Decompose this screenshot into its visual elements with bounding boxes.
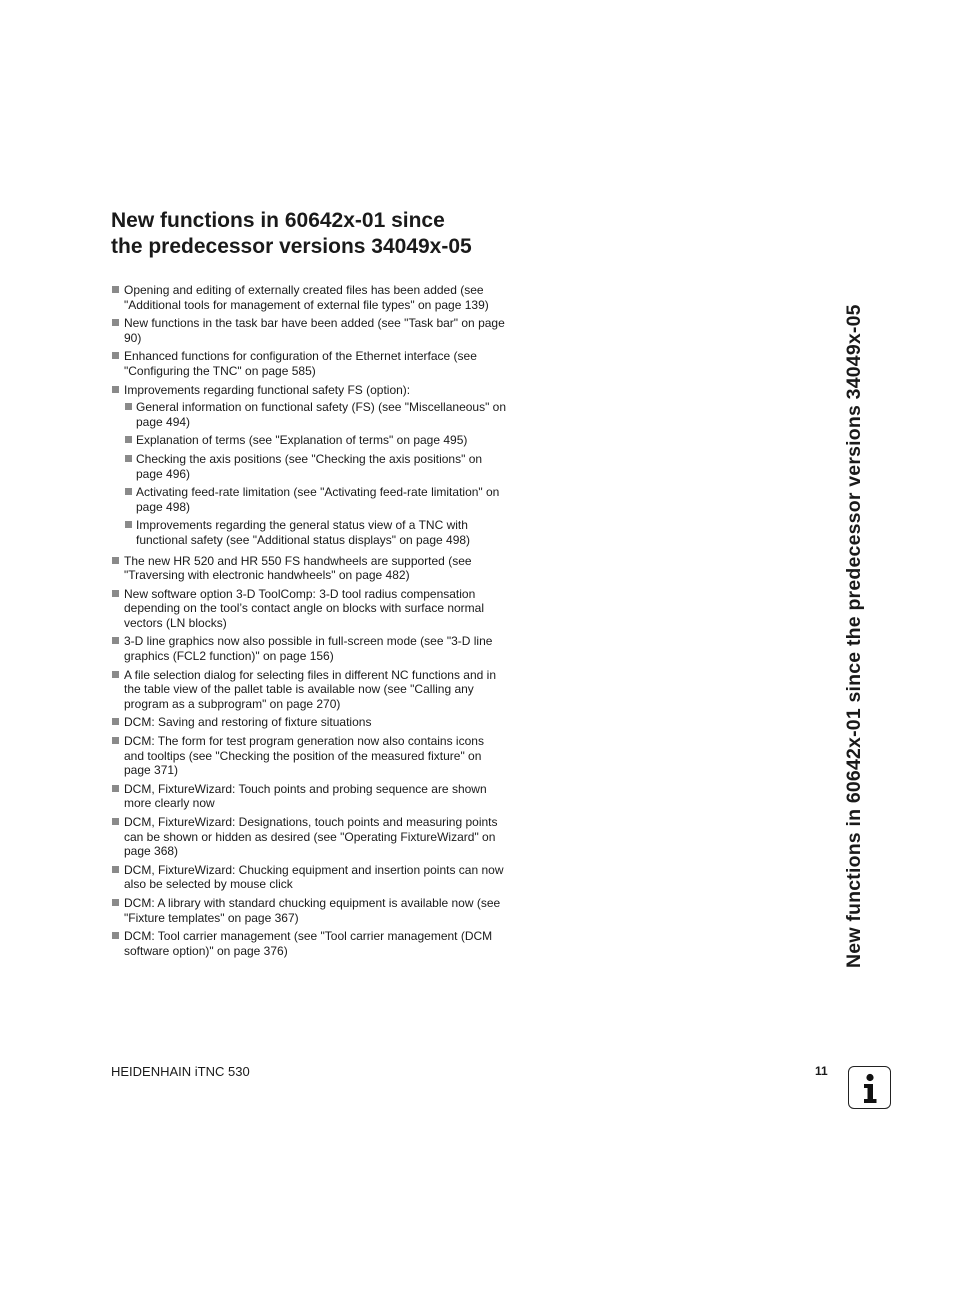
list-item (111, 634, 507, 663)
square-bullet-icon (112, 671, 119, 678)
sub-list-item (124, 433, 507, 448)
feature-list (111, 283, 507, 962)
side-title: New functions in 60642x-01 since the predecessor versions 34049x-05 (843, 304, 865, 968)
list-item (111, 283, 507, 312)
square-bullet-icon (112, 866, 119, 873)
sub-list-item (124, 452, 507, 481)
page-number: 11 (815, 1064, 828, 1078)
page-title (111, 208, 531, 260)
list-item (111, 734, 507, 778)
list-item (111, 587, 507, 631)
square-bullet-icon (112, 818, 119, 825)
square-bullet-icon (112, 557, 119, 564)
list-item (111, 349, 507, 378)
list-item (111, 316, 507, 345)
footer-product: HEIDENHAIN iTNC 530 (111, 1064, 250, 1079)
square-bullet-icon (112, 718, 119, 725)
sub-list-item-text: Improvements regarding the general status view of a TNC with functional safety (see "Additional status displays" on page 498) (136, 518, 471, 547)
square-bullet-icon (125, 521, 132, 528)
sub-list-item-text: Activating feed-rate limitation (see "Activating feed-rate limitation" on page 498) (136, 485, 500, 514)
sub-list-item-text: Checking the axis positions (see "Checking the axis positions" on page 496) (136, 451, 483, 481)
list-item-text: The new HR 520 and HR 550 FS handwheels are supported (see "Traversing with electronic handwheels" on page 482) (124, 553, 472, 583)
square-bullet-icon (112, 590, 119, 597)
list-item-text: Improvements regarding functional safety FS (option): (124, 382, 411, 397)
sub-list-item (124, 518, 507, 547)
square-bullet-icon (112, 899, 119, 906)
list-item-text: Enhanced functions for configuration of the Ethernet interface (see "Configuring the TNC" on page 585) (124, 349, 477, 378)
list-item (111, 782, 507, 811)
square-bullet-icon (112, 785, 119, 792)
list-item-text: DCM: The form for test program generation now also contains icons and tooltips (see "Checking the position of the measured fixture" on page 371) (124, 734, 484, 778)
list-item (111, 929, 507, 958)
info-icon-glyph (849, 1067, 892, 1110)
list-item-text: New functions in the task bar have been added (see "Task bar" on page 90) (124, 316, 505, 345)
square-bullet-icon (125, 488, 132, 495)
list-item-text: A file selection dialog for selecting files in different NC functions and in the table view of the pallet table is available now (see "Calling any program as a subprogram" on page 270) (124, 667, 496, 711)
square-bullet-icon (112, 319, 119, 326)
list-item (111, 554, 507, 583)
list-item (111, 815, 507, 859)
info-icon (848, 1066, 891, 1109)
list-item-text: DCM, FixtureWizard: Chucking equipment and insertion points can now also be selected by mouse click (124, 862, 504, 892)
sub-list-item-text: General information on functional safety (FS) (see "Miscellaneous" on page 494) (136, 400, 507, 429)
list-item (111, 668, 507, 712)
square-bullet-icon (112, 352, 119, 359)
list-item-text: 3-D line graphics now also possible in full-screen mode (see "3-D line graphics (FCL2 function)" on page 156) (124, 634, 493, 664)
square-bullet-icon (125, 455, 132, 462)
square-bullet-icon (125, 403, 132, 410)
square-bullet-icon (112, 386, 119, 393)
list-item (111, 383, 507, 548)
list-item-text: New software option 3-D ToolComp: 3-D tool radius compensation depending on the tool’s contact angle on blocks with surface normal vectors (LN blocks) (124, 586, 485, 630)
list-item (111, 896, 507, 925)
list-item-text: DCM, FixtureWizard: Designations, touch points and measuring points can be shown or hidden as desired (see "Operating FixtureWizard" on page 368) (124, 815, 498, 859)
list-item (111, 863, 507, 892)
square-bullet-icon (112, 637, 119, 644)
square-bullet-icon (125, 436, 132, 443)
list-item-text: Opening and editing of externally created files has been added (see "Additional tools for management of external file types" on page 139) (124, 283, 489, 312)
list-item-text: DCM: A library with standard chucking equipment is available now (see "Fixture templates" on page 367) (124, 895, 501, 925)
sub-list-item-text: Explanation of terms (see "Explanation of terms" on page 495) (136, 433, 468, 448)
list-item-text: DCM: Tool carrier management (see "Tool carrier management (DCM software option)" on page 376) (124, 929, 493, 958)
list-item (111, 715, 507, 730)
list-item-text: DCM, FixtureWizard: Touch points and probing sequence are shown more clearly now (124, 781, 487, 811)
square-bullet-icon (112, 737, 119, 744)
page-title-line-2: the predecessor versions 34049x-05 (111, 235, 472, 258)
sub-list-item (124, 400, 507, 429)
page-title-line-1: New functions in 60642x-01 since (111, 209, 445, 232)
sub-list (124, 400, 507, 547)
square-bullet-icon (112, 932, 119, 939)
sub-list-item (124, 485, 507, 514)
square-bullet-icon (112, 286, 119, 293)
list-item-text: DCM: Saving and restoring of fixture situations (124, 715, 372, 730)
